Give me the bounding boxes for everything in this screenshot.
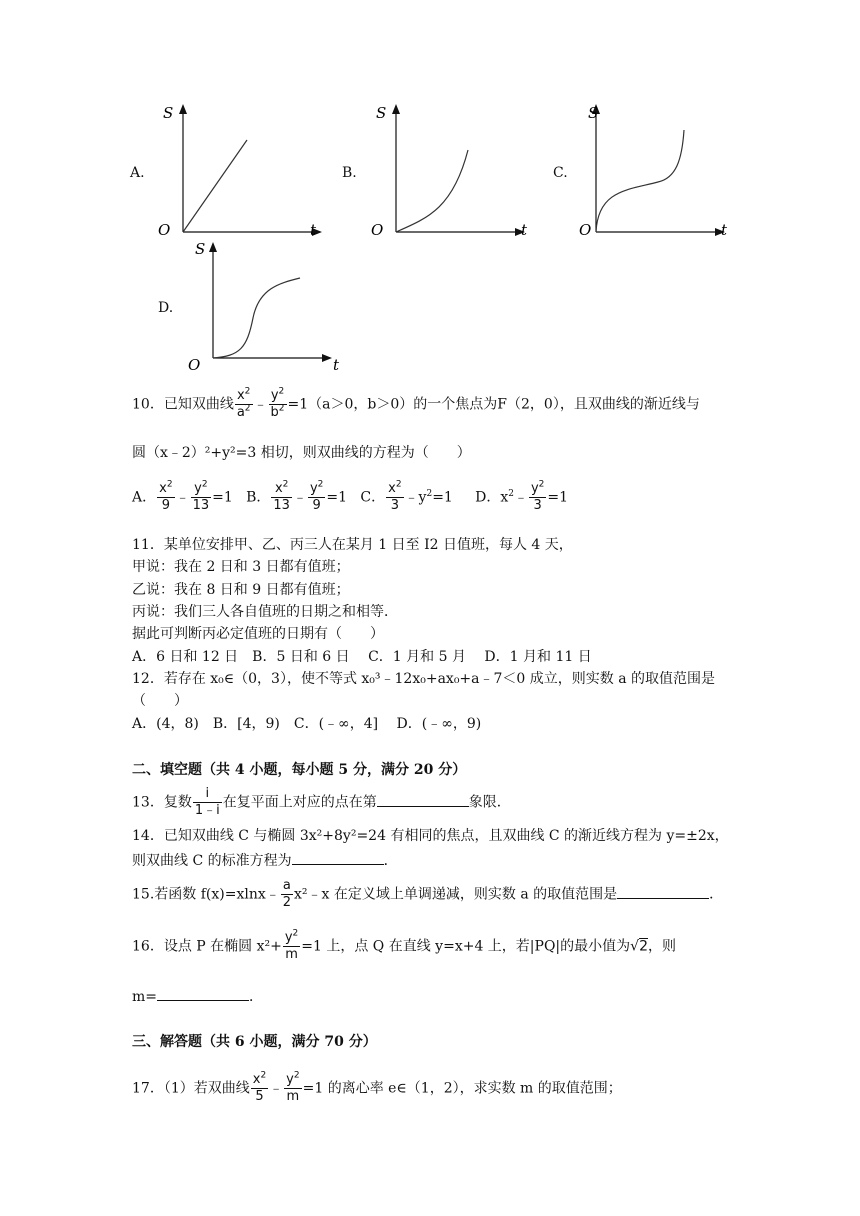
q12-options: A．(4，8) B．[4，9) C．(﹣∞，4] D．(﹣∞，9) bbox=[132, 716, 482, 732]
q11-line5: 据此可判断丙必定值班的日期有（ ） bbox=[132, 626, 384, 642]
q14-line2: 则双曲线 C 的标准方程为 ． bbox=[132, 850, 398, 871]
q16-line2: m= ． bbox=[132, 986, 263, 1007]
q11-line1: 11．某单位安排甲、乙、丙三人在某月 1 日至 I2 日值班，每人 4 天， bbox=[132, 537, 573, 553]
graph-d bbox=[185, 238, 355, 382]
svg-text:S: S bbox=[588, 104, 599, 122]
svg-text:t: t bbox=[521, 221, 528, 239]
option-b-label: B. bbox=[342, 165, 357, 181]
svg-text:O: O bbox=[188, 356, 201, 374]
q11-line3: 乙说：我在 8 日和 9 日都有值班； bbox=[132, 582, 350, 598]
q12-line1: 12．若存在 x₀∈（0，3），使不等式 x₀³﹣12x₀+ax₀+a﹣7＜0 成立，则实数 a 的取值范围是 bbox=[132, 671, 716, 687]
q16-line1: 16．设点 P 在椭圆 x²+ $\frac{y^2}{m}$ =1 上，点 Q 在直线 y=x+4 上，若|PQ|的最小值为√2，则 bbox=[132, 928, 676, 962]
q10-line1: 10．已知双曲线 $\frac{x^2}{a^2}$ ﹣ $\frac{y^2}{b^2}$ =1（a＞0，b＞0）的一个焦点为F（2，0），且双曲线的渐近线与 bbox=[132, 386, 700, 420]
axis-o: O bbox=[158, 221, 171, 239]
option-a-label: A. bbox=[130, 165, 145, 181]
svg-text:t: t bbox=[721, 221, 728, 239]
q14-line1: 14．已知双曲线 C 与椭圆 3x²+8y²=24 有相同的焦点，且双曲线 C 的渐近线方程为 y=±2x， bbox=[132, 828, 729, 844]
q10-options: A． $\frac{x^2}{9}$ ﹣ $\frac{y^2}{13}$ =1 B． $\frac{x^2}{13}$ ﹣ $\frac{y^2}{9}$ =1 C． $\frac{x^2}{3}$ $﹣y^2=1$ D．$x^2﹣$ $\frac{y^2}{3}$ =1 bbox=[132, 479, 569, 513]
q13-line: 13．复数 $\frac{i}{1﹣i}$ 在复平面上对应的点在第 象限． bbox=[132, 786, 511, 818]
q15-line: 15.若函数 f(x)=xlnx﹣ $\frac{a}{2}$ x²﹣x 在定义域上单调递减，则实数 a 的取值范围是 ． bbox=[132, 878, 724, 910]
axis-s: S bbox=[163, 104, 174, 122]
q11-options: A．6 日和 12 日 B．5 日和 6 日 C．1 月和 5 月 D．1 月和 11 日 bbox=[132, 649, 592, 665]
option-c-label: C. bbox=[553, 165, 568, 181]
graph-b bbox=[368, 100, 538, 244]
q17-line: 17．（1）若双曲线 $\frac{x^2}{5}$ ﹣ $\frac{y^2}{m}$ =1 的离心率 e∈（1，2），求实数 m 的取值范围； bbox=[132, 1070, 622, 1104]
section-answer-title: 三、解答题（共 6 小题，满分 70 分） bbox=[132, 1034, 377, 1050]
section-fill-in-title: 二、填空题（共 4 小题，每小题 5 分，满分 20 分） bbox=[132, 762, 467, 778]
graph-a bbox=[155, 100, 325, 244]
svg-text:S: S bbox=[195, 240, 206, 258]
svg-text:t: t bbox=[333, 356, 340, 374]
q11-line4: 丙说：我们三人各自值班的日期之和相等． bbox=[132, 604, 398, 620]
svg-text:O: O bbox=[579, 221, 592, 239]
svg-text:S: S bbox=[376, 104, 387, 122]
axis-t: t bbox=[310, 221, 317, 239]
option-d-label: D. bbox=[158, 300, 174, 316]
svg-text:O: O bbox=[371, 221, 384, 239]
graph-c bbox=[568, 100, 738, 244]
q10-line2: 圆（x﹣2）²+y²=3 相切，则双曲线的方程为（ ） bbox=[132, 445, 471, 461]
q12-line2: （ ） bbox=[132, 693, 188, 709]
q11-line2: 甲说：我在 2 日和 3 日都有值班； bbox=[132, 559, 350, 575]
